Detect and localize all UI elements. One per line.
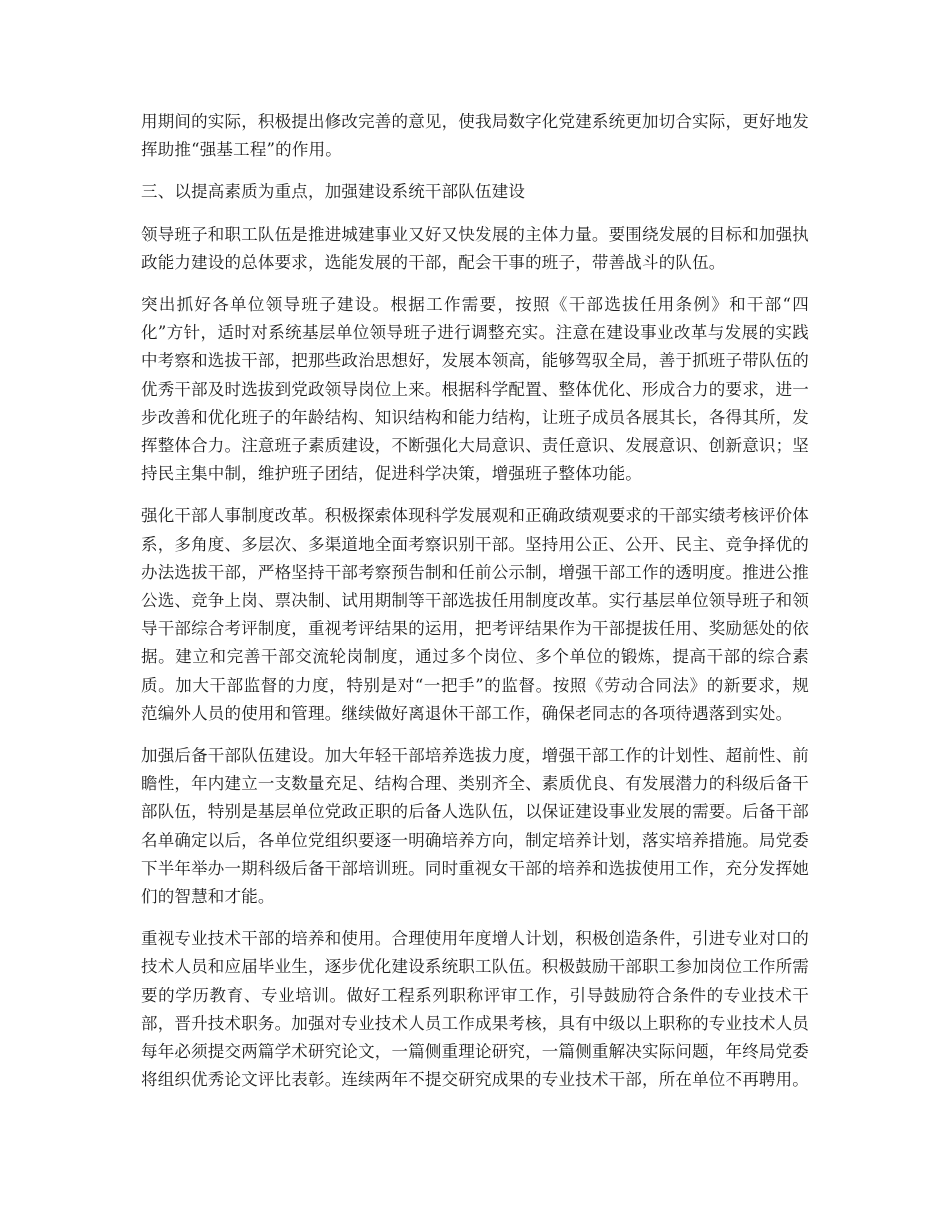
paragraph-continuation: 用期间的实际，积极提出修改完善的意见，使我局数字化党建系统更加切合实际，更好地发挥助推“强基工程”的作用。	[141, 112, 809, 160]
paragraph-technical-cadres: 重视专业技术干部的培养和使用。合理使用年度增人计划，积极创造条件，引进专业对口的技术人员和应届毕业生，逐步优化建设系统职工队伍。积极鼓励干部职工参加岗位工作所需要的学历教育、专业培训。做好工程系列职称评审工作，引导鼓励符合条件的专业技术干部，晋升技术职务。加强对专业技术人员工作成果考核，具有中级以上职称的专业技术人员每年必须提交两篇学术研究论文，一篇侧重理论研究，一篇侧重解决实际问题，年终局党委将组织优秀论文评比表彰。连续两年不提交研究成果的专业技术干部，所在单位不再聘用。	[141, 929, 809, 1090]
paragraph-intro: 领导班子和职工队伍是推进城建事业又好又快发展的主体力量。要围绕发展的目标和加强执政能力建设的总体要求，选能发展的干部，配会干事的班子，带善战斗的队伍。	[141, 224, 809, 272]
section-heading: 三、以提高素质为重点，加强建设系统干部队伍建设	[141, 182, 526, 202]
paragraph-reserve-cadres: 加强后备干部队伍建设。加大年轻干部培养选拔力度，增强干部工作的计划性、超前性、前瞻性，年内建立一支数量充足、结构合理、类别齐全、素质优良、有发展潜力的科级后备干部队伍，特别是基层单位党政正职的后备人选队伍，以保证建设事业发展的需要。后备干部名单确定以后，各单位党组织要逐一明确培养方向，制定培养计划，落实培养措施。局党委下半年举办一期科级后备干部培训班。同时重视女干部的培养和选拔使用工作，充分发挥她们的智慧和才能。	[141, 746, 809, 907]
document-page	[141, 108, 809, 1109]
paragraph-personnel-reform: 强化干部人事制度改革。积极探索体现科学发展观和正确政绩观要求的干部实绩考核评价体系，多角度、多层次、多渠道地全面考察识别干部。坚持用公正、公开、民主、竞争择优的办法选拔干部，严格坚持干部考察预告制和任前公示制，增强干部工作的透明度。推进公推公选、竞争上岗、票决制、试用期制等干部选拔任用制度改革。实行基层单位领导班子和领导干部综合考评制度，重视考评结果的运用，把考评结果作为干部提拔任用、奖励惩处的依据。建立和完善干部交流轮岗制度，通过多个岗位、多个单位的锻炼，提高干部的综合素质。加大干部监督的力度，特别是对“一把手”的监督。按照《劳动合同法》的新要求，规范编外人员的使用和管理。继续做好离退休干部工作，确保老同志的各项待遇落到实处。	[141, 506, 809, 723]
paragraph-leadership: 突出抓好各单位领导班子建设。根据工作需要，按照《干部选拔任用条例》和干部“四化”方针，适时对系统基层单位领导班子进行调整充实。注意在建设事业改革与发展的实践中考察和选拔干部，把那些政治思想好，发展本领高，能够驾驭全局，善于抓班子带队伍的优秀干部及时选拔到党政领导岗位上来。根据科学配置、整体优化、形成合力的要求，进一步改善和优化班子的年龄结构、知识结构和能力结构，让班子成员各展其长，各得其所，发挥整体合力。注意班子素质建设，不断强化大局意识、责任意识、发展意识、创新意识；坚持民主集中制，维护班子团结，促进科学决策，增强班子整体功能。	[141, 295, 809, 484]
